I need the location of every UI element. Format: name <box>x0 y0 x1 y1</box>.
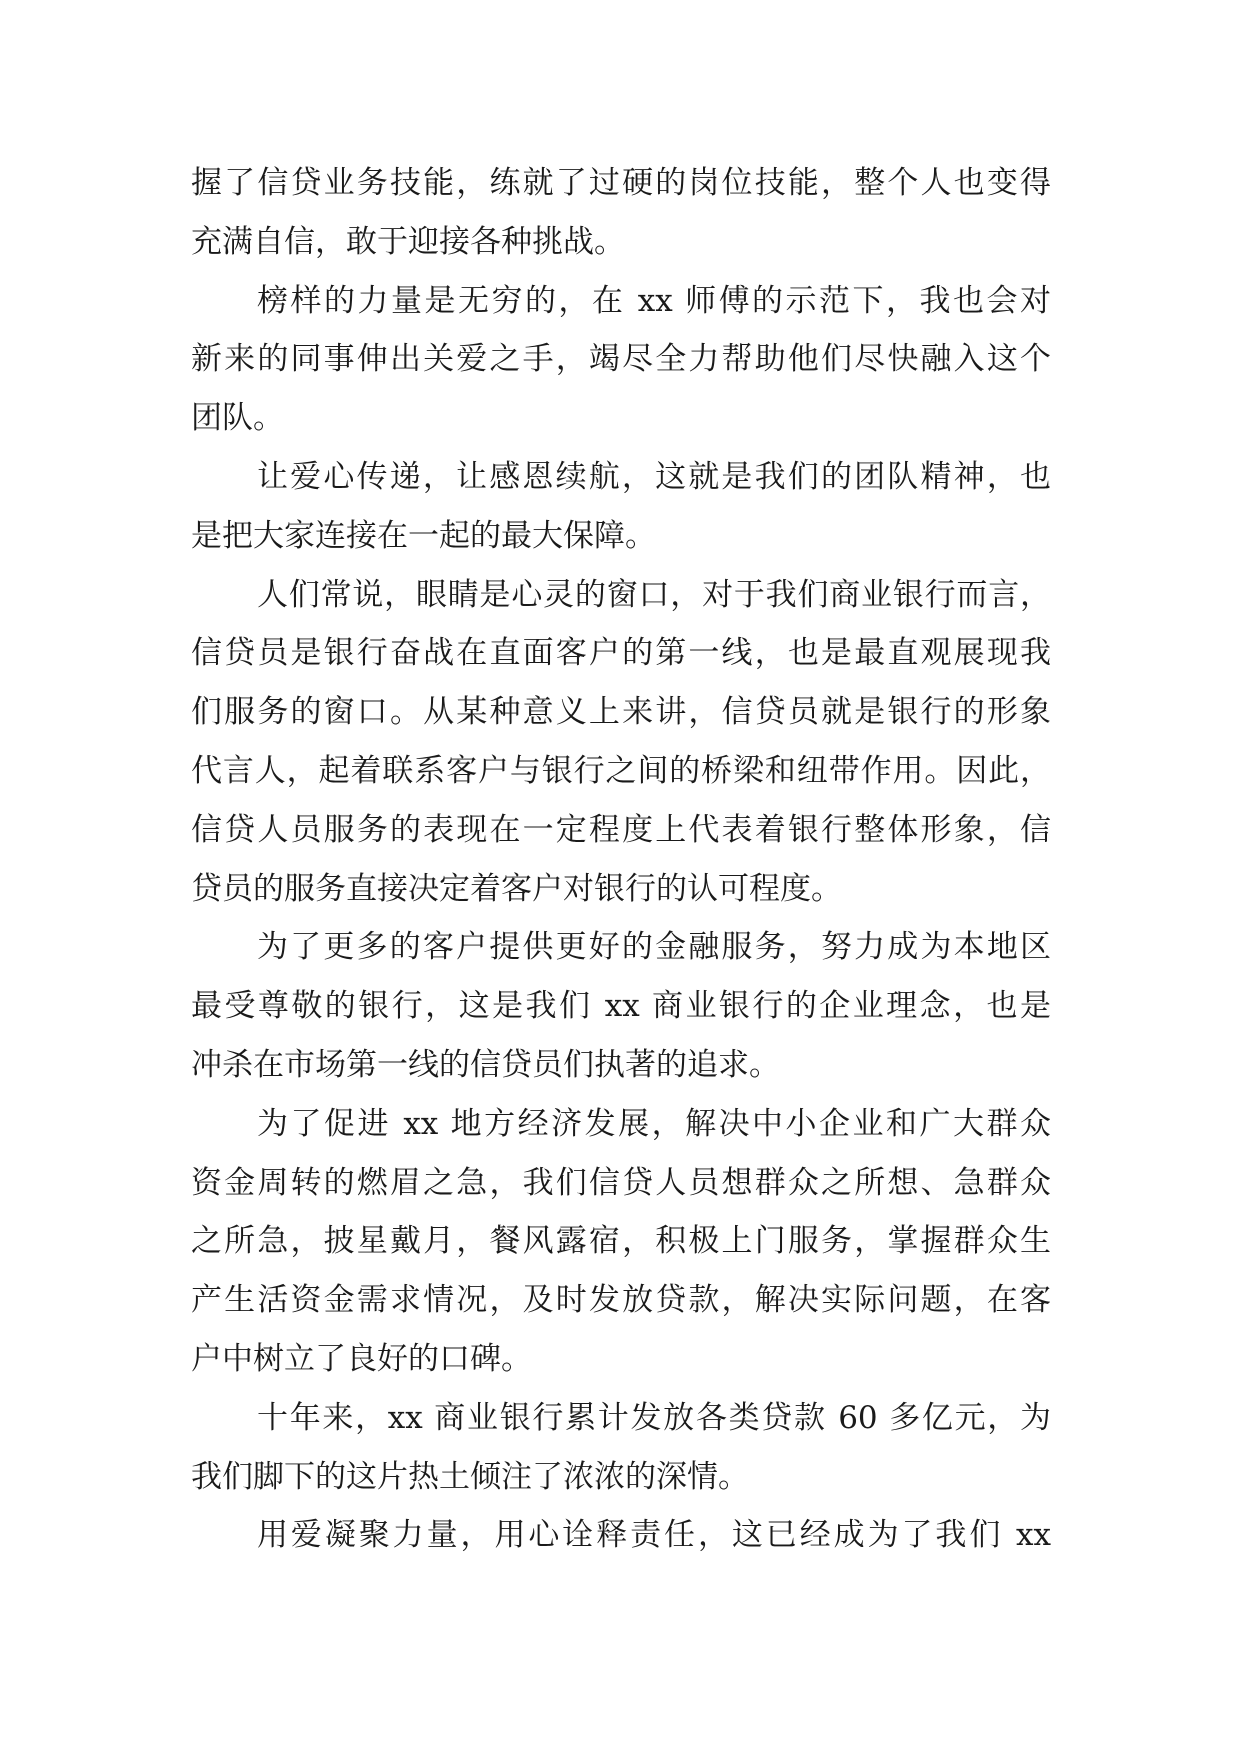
text-line: 们服务的窗口。从某种意义上来讲，信贷员就是银行的形象 <box>191 694 1051 731</box>
text-line: 代言人，起着联系客户与银行之间的桥梁和纽带作用。因此， <box>191 752 1051 789</box>
paragraph-first-line: 为了促进 xx 地方经济发展，解决中小企业和广大群众 <box>257 1105 1051 1142</box>
text-line: 我们脚下的这片热土倾注了浓浓的深情。 <box>191 1458 749 1495</box>
text-line: 产生活资金需求情况，及时发放贷款，解决实际问题，在客 <box>191 1282 1051 1319</box>
text-line: 冲杀在市场第一线的信贷员们执著的追求。 <box>191 1046 780 1083</box>
text-line: 户中树立了良好的口碑。 <box>191 1340 532 1377</box>
paragraph-first-line: 榜样的力量是无穷的，在 xx 师傅的示范下，我也会对 <box>257 282 1051 319</box>
paragraph-first-line: 为了更多的客户提供更好的金融服务，努力成为本地区 <box>257 929 1051 966</box>
paragraph-first-line: 人们常说，眼睛是心灵的窗口，对于我们商业银行而言， <box>257 576 1051 613</box>
text-line: 最受尊敬的银行，这是我们 xx 商业银行的企业理念，也是 <box>191 988 1051 1025</box>
text-line: 贷员的服务直接决定着客户对银行的认可程度。 <box>191 870 842 907</box>
text-line: 新来的同事伸出关爱之手，竭尽全力帮助他们尽快融入这个 <box>191 341 1051 378</box>
text-line: 团队。 <box>191 400 284 437</box>
text-line: 之所急，披星戴月，餐风露宿，积极上门服务，掌握群众生 <box>191 1223 1051 1260</box>
text-line: 是把大家连接在一起的最大保障。 <box>191 517 656 554</box>
text-line: 握了信贷业务技能，练就了过硬的岗位技能，整个人也变得 <box>191 165 1051 201</box>
text-line: 信贷人员服务的表现在一定程度上代表着银行整体形象，信 <box>191 811 1051 848</box>
paragraph-first-line: 让爱心传递，让感恩续航，这就是我们的团队精神，也 <box>257 458 1051 495</box>
paragraph-first-line: 用爱凝聚力量，用心诠释责任，这已经成为了我们 xx <box>257 1517 1051 1554</box>
text-line: 资金周转的燃眉之急，我们信贷人员想群众之所想、急群众 <box>191 1164 1051 1201</box>
body-text <box>191 154 1051 1565</box>
text-line: 充满自信，敢于迎接各种挑战。 <box>191 223 625 260</box>
text-line: 信贷员是银行奋战在直面客户的第一线，也是最直观展现我 <box>191 635 1051 672</box>
paragraph-first-line: 十年来，xx 商业银行累计发放各类贷款 60 多亿元，为 <box>257 1399 1051 1436</box>
